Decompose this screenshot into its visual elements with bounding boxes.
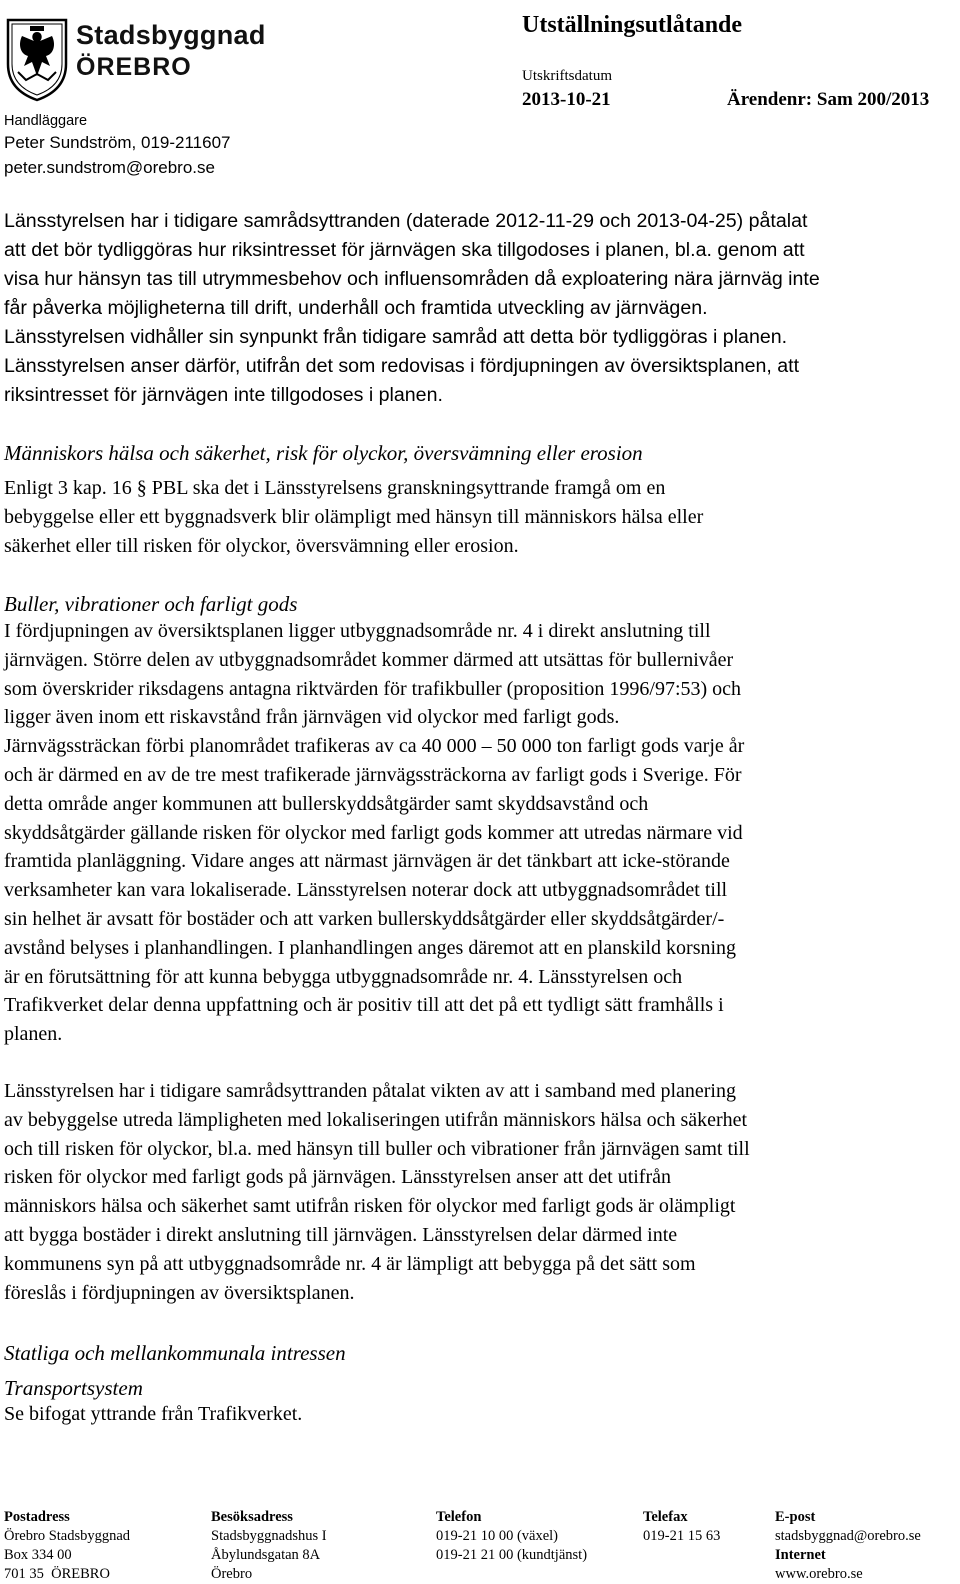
footer-postadress-label: Postadress (4, 1509, 70, 1525)
heading-buller: Buller, vibrationer och farligt gods (4, 592, 298, 616)
handler-label: Handläggare (4, 113, 88, 129)
footer-epost-address[interactable]: stadsbyggnad@orebro.se (775, 1528, 921, 1544)
footer-besoksadress (211, 1508, 327, 1584)
footer-postadress-line3: 701 35 ÖREBRO (4, 1566, 110, 1582)
footer-epost-label: E-post (775, 1509, 816, 1525)
logo-name: Stadsbyggnad (76, 20, 266, 50)
logo-city: ÖREBRO (76, 53, 192, 81)
footer-postadress (4, 1508, 130, 1584)
paragraph-trafikverket: Se bifogat yttrande från Trafikverket. (4, 1403, 303, 1425)
footer-internet-label: Internet (775, 1547, 826, 1563)
footer-epost (775, 1508, 921, 1584)
heading-statliga-intressen: Statliga och mellankommunala intressen (4, 1341, 346, 1365)
document-title: Utställningsutlåtande (522, 12, 743, 38)
footer-postadress-line2: Box 334 00 (4, 1547, 72, 1563)
paragraph-lamplighet: Länsstyrelsen har i tidigare samrådsyttranden påtalat vikten av att i samband med planering av bebyggelse utreda lämpligheten med lokaliseringen utifrån människors hälsa och säkerhet och till risken för olyckor, bl.a. med hänsyn till buller och vibrationer från järnvägen samt till risken för olyckor med farligt gods på järnvägen. Länsstyrelsen anser att det utifrån människors hälsa och säkerhet samt utifrån risken för olyckor med farligt gods är olämpligt att bygga bostäder i direkt anslutning till järnvägen. Länsstyrelsen delar därmed inte kommunens syn på att utbyggnadsområde nr. 4 är lämpligt att bebygga på det sätt som föreslås i fördjupningen av översiktsplanen. (4, 1080, 750, 1304)
coat-of-arms-logo (4, 14, 70, 102)
print-date-label: Utskriftsdatum (522, 68, 612, 84)
footer-telefon-label: Telefon (436, 1509, 482, 1525)
footer-internet-url[interactable]: www.orebro.se (775, 1566, 863, 1582)
handler-name: Peter Sundström, 019-211607 (4, 133, 231, 152)
footer-postadress-line1: Örebro Stadsbyggnad (4, 1528, 131, 1544)
footer-telefon-line1: 019-21 10 00 (växel) (436, 1528, 559, 1544)
footer-telefon-line2: 019-21 21 00 (kundtjänst) (436, 1547, 588, 1563)
footer-besoksadress-line3: Örebro (211, 1566, 253, 1582)
footer-besoksadress-line2: Åbylundsgatan 8A (211, 1547, 321, 1563)
heading-transportsystem: Transportsystem (4, 1376, 143, 1400)
handler-email: peter.sundstrom@orebro.se (4, 158, 215, 177)
footer-telefax-label: Telefax (643, 1509, 688, 1525)
footer-besoksadress-line1: Stadsbyggnadshus I (211, 1528, 327, 1544)
paragraph-riksintresse: Länsstyrelsen har i tidigare samrådsyttranden (daterade 2012-11-29 och 2013-04-25) påtalat att det bör tydliggöras hur riksintresset för järnvägen ska tillgodoses i planen, bl.a. genom att visa hur hänsyn tas till utrymmesbehov och influensområden då exploatering nära järnväg inte får påverka möjligheterna till drift, underhåll och framtida utveckling av järnvägen. Länsstyrelsen vidhåller sin synpunkt från tidigare samråd att detta bör tydliggöras i planen. Länsstyrelsen anser därför, utifrån det som redovisas i fördjupningen av översiktsplanen, att riksintresset för järnvägen inte tillgodoses i planen. (4, 210, 820, 406)
paragraph-pbl: Enligt 3 kap. 16 § PBL ska det i Länsstyrelsens granskningsyttrande framgå om en bebyggelse eller ett byggnadsverk blir olämpligt med hänsyn till människors hälsa eller säkerhet eller till risken för olyckor, översvämning eller erosion. (4, 477, 704, 557)
paragraph-buller: I fördjupningen av översiktsplanen ligger utbyggnadsområde nr. 4 i direkt anslutning till järnvägen. Större delen av utbyggnadsområdet kommer därmed att utsättas för bullernivåer som överskrider riksdagens antagna riktvärden för trafikbuller (proposition 1996/97:53) och ligger även inom ett riskavstånd från järnvägen vid olyckor med farligt gods. Järnvägssträckan förbi planområdet trafikeras av ca 40 000 – 50 000 ton farligt gods varje år och är därmed en av de tre mest trafikerade järnvägssträckorna av farligt gods i Sverige. För detta område anger kommunen att bullerskyddsåtgärder samt skyddsavstånd och skyddsåtgärder gällande risken för olyckor med farligt gods kommer att utredas närmare vid framtida planläggning. Vidare anges att närmast järnvägen är det tänkbart att icke-störande verksamheter kan vara lokaliserade. Länsstyrelsen noterar dock att utbyggnadsområdet till sin helhet är avsatt för bostäder och att varken bullerskyddsåtgärder eller skyddsåtgärder/- avstånd belyses i planhandlingen. I planhandlingen anges däremot att en planskild korsning är en förutsättning för att kunna bebygga utbyggnadsområde nr. 4. Länsstyrelsen och Trafikverket delar denna uppfattning och är positiv till att det på ett tydligt sätt framhålls i planen. (4, 620, 745, 1046)
footer-telefax (643, 1508, 720, 1546)
footer-telefon (436, 1508, 587, 1565)
footer-besoksadress-label: Besöksadress (211, 1509, 293, 1525)
print-date: 2013-10-21 (522, 89, 611, 110)
case-number: Ärendenr: Sam 200/2013 (727, 89, 930, 110)
footer-telefax-line1: 019-21 15 63 (643, 1528, 721, 1544)
heading-halsa-sakerhet: Människors hälsa och säkerhet, risk för olyckor, översvämning eller erosion (4, 441, 643, 465)
